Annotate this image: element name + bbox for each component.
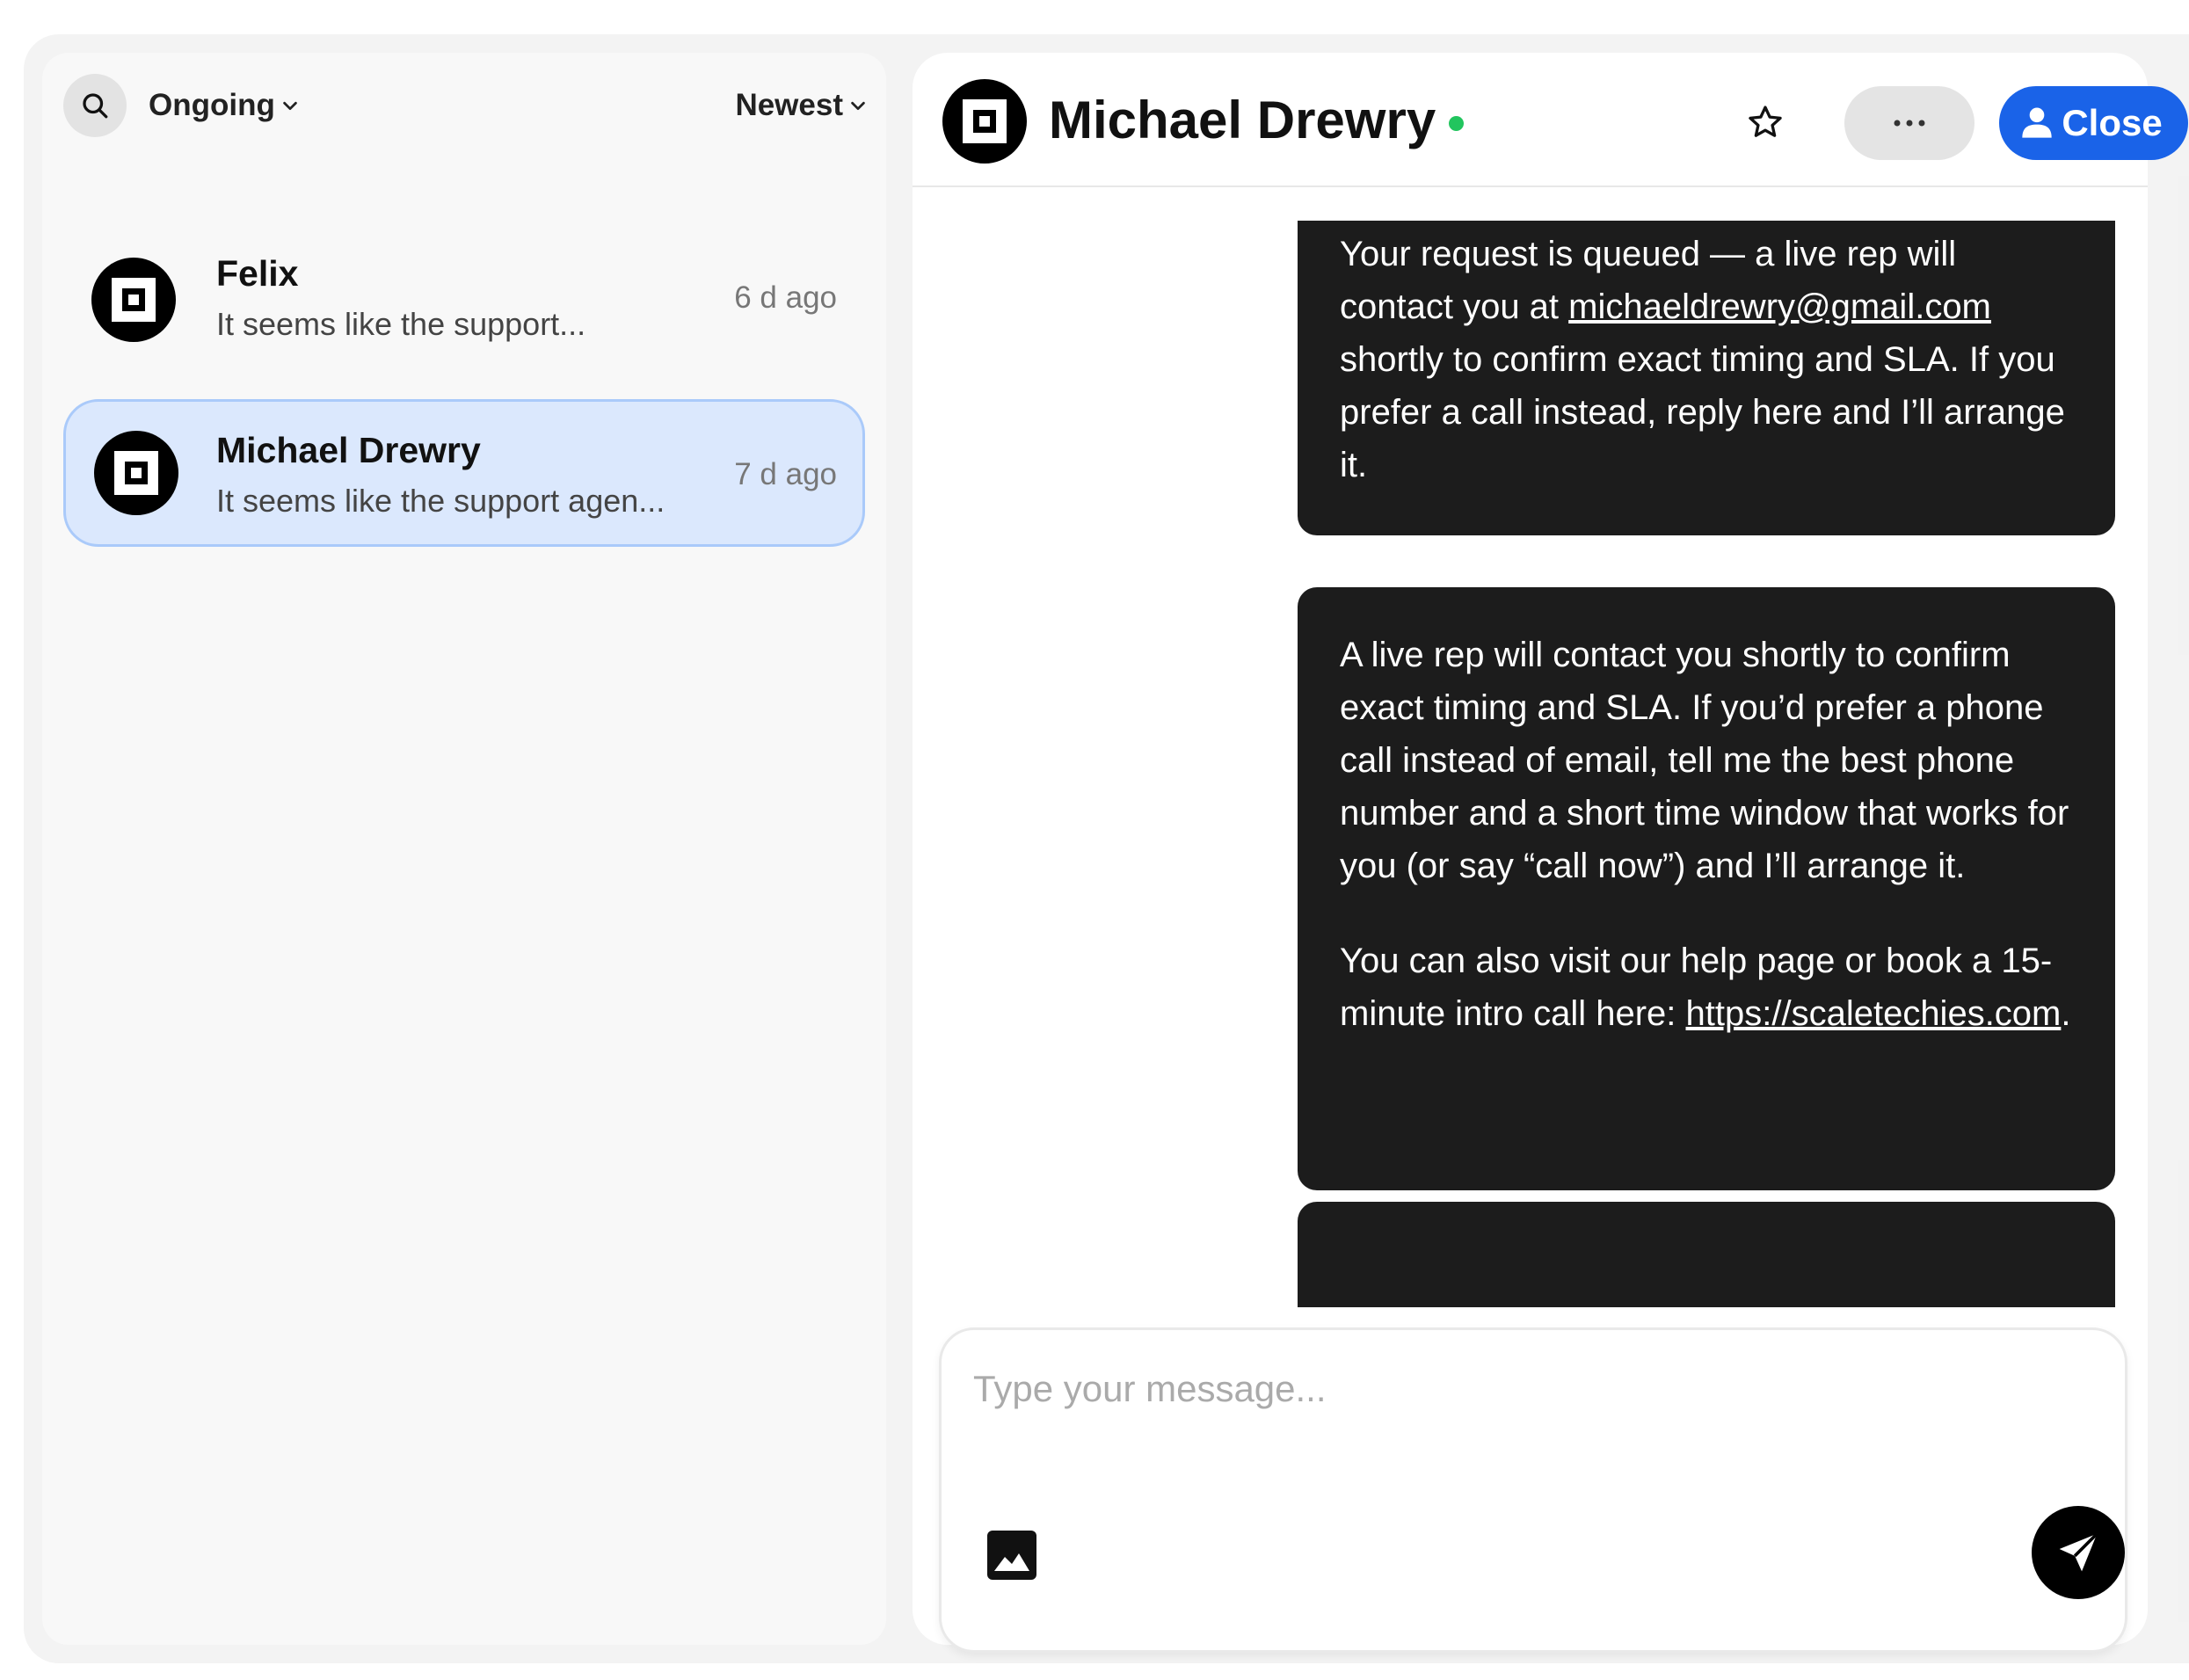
conversation-item[interactable] <box>63 226 865 374</box>
message-text: . <box>2061 994 2071 1033</box>
chat-panel <box>913 53 2163 1645</box>
star-icon <box>1746 103 1785 142</box>
attach-image-button[interactable] <box>987 1531 1036 1580</box>
user-icon <box>2019 105 2054 142</box>
avatar <box>942 79 1027 164</box>
adjacent-panel-edge <box>2178 176 2189 655</box>
status-filter-dropdown[interactable] <box>149 74 300 137</box>
send-icon <box>2054 1529 2102 1576</box>
conversation-name: Felix <box>216 253 299 294</box>
agent-message <box>1298 587 2115 1190</box>
image-icon <box>987 1531 1036 1580</box>
conversation-name: Michael Drewry <box>216 430 481 470</box>
message-text: Your request is queued — a live rep will contact you at <box>1340 235 1957 326</box>
close-button-label: Close <box>2062 102 2163 143</box>
star-button[interactable] <box>1737 94 1793 150</box>
message-paragraph: A live rep will contact you shortly to confirm exact timing and SLA. If you’d prefer a phone call instead of email, tell me the best phone number and a short time window that works for you (or say “call now”) and I’ll arrange it. <box>1340 636 2069 885</box>
conversation-item-selected[interactable] <box>63 399 865 547</box>
message-list[interactable] <box>913 233 2148 1033</box>
status-filter-label: Ongoing <box>149 88 275 122</box>
close-conversation-button[interactable] <box>1999 86 2188 160</box>
message-input[interactable] <box>971 1362 2030 1416</box>
agent-message-partial <box>1298 1202 2115 1307</box>
search-icon <box>79 90 111 121</box>
conversation-sidebar <box>42 53 886 1645</box>
agent-message <box>1298 221 2115 535</box>
more-icon <box>1892 119 1927 127</box>
chat-header <box>913 53 2163 187</box>
conversation-preview: It seems like the support agen... <box>216 483 665 519</box>
chat-title: Michael Drewry <box>1049 91 1436 149</box>
search-button[interactable] <box>63 74 127 137</box>
conversation-time: 7 d ago <box>734 457 837 491</box>
sort-dropdown[interactable] <box>735 74 868 137</box>
website-link[interactable]: https://scaletechies.com <box>1685 994 2062 1033</box>
message-text: shortly to confirm exact timing and SLA. If you prefer a call instead, reply here and I’ll arrange it. <box>1340 340 2065 484</box>
conversation-preview: It seems like the support... <box>216 306 586 342</box>
avatar <box>91 258 176 342</box>
message-text: You can also visit our help page or book a 15-minute intro call here: <box>1340 942 2053 1033</box>
message-composer <box>939 1327 2127 1653</box>
adjacent-panel-edge <box>2178 1160 2189 1622</box>
avatar <box>94 431 178 515</box>
sort-label: Newest <box>735 88 843 122</box>
send-button[interactable] <box>2032 1506 2125 1599</box>
online-status-dot <box>1449 116 1464 131</box>
sidebar-toolbar <box>63 74 865 137</box>
chevron-down-icon <box>280 96 300 115</box>
more-options-button[interactable] <box>1844 86 1974 160</box>
chevron-down-icon <box>848 96 868 115</box>
email-link[interactable]: michaeldrewry@gmail.com <box>1568 287 1991 326</box>
conversation-time: 6 d ago <box>734 280 837 315</box>
app-window <box>24 34 2189 1663</box>
